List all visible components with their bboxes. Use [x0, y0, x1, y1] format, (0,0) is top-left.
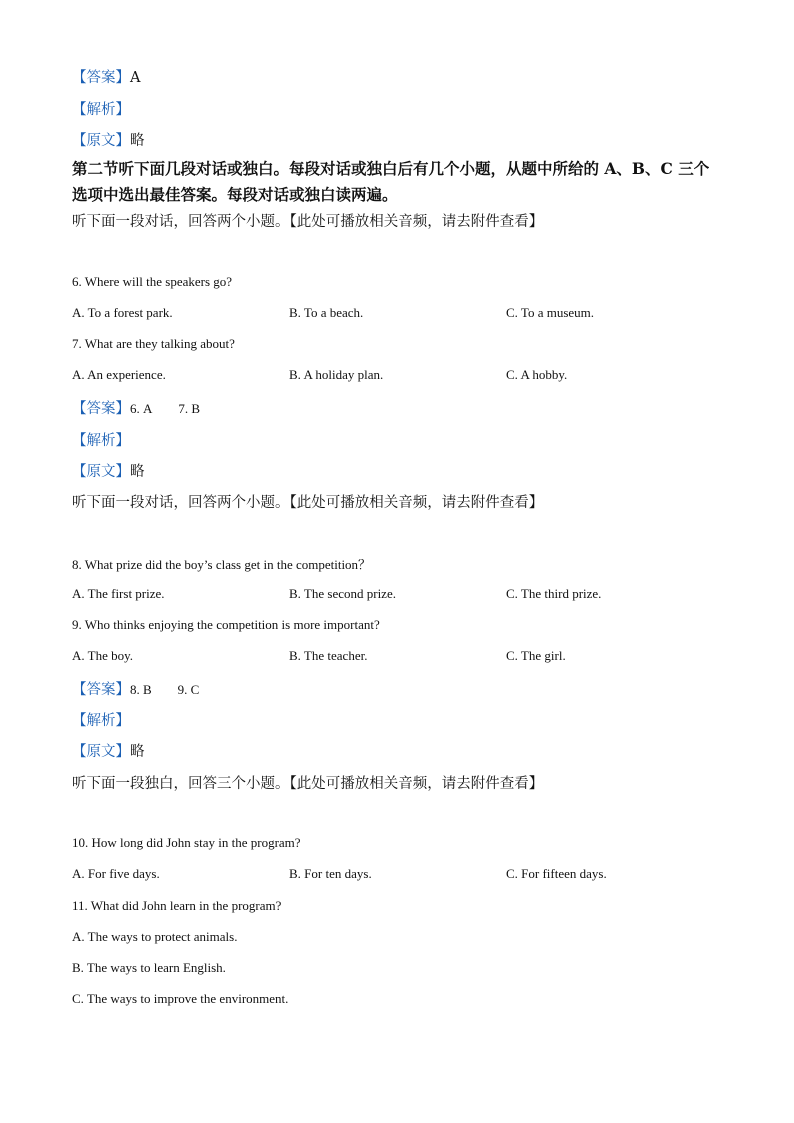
- q7-option-a: A. An experience.: [72, 367, 166, 382]
- analysis-label-3: 【解析】: [72, 713, 130, 729]
- analysis-label-1: 【解析】: [72, 102, 130, 118]
- q7-option-b: B. A holiday plan.: [289, 367, 384, 382]
- original-omitted: 略: [130, 464, 145, 480]
- listen-instruction-2: 听下面一段对话，回答两个小题。【此处可播放相关音频，请去附件查看】: [72, 495, 544, 511]
- section2-instructions-line-2: 选项中选出最佳答案。每段对话或独白读两遍。: [72, 185, 398, 204]
- answer-6: 6. A: [130, 401, 153, 416]
- q8-option-c: C. The third prize.: [506, 586, 602, 601]
- q10-option-a: A. For five days.: [72, 866, 160, 881]
- original-omitted: 略: [130, 133, 145, 149]
- q6-option-a: A. To a forest park.: [72, 305, 173, 320]
- answer-8: 8. B: [130, 682, 152, 697]
- original-line-3: [72, 740, 145, 761]
- question-9: 9. Who thinks enjoying the competition is more important?: [72, 617, 380, 632]
- q11-option-a: A. The ways to protect animals.: [72, 929, 238, 944]
- q11-option-c: C. The ways to improve the environment.: [72, 991, 289, 1006]
- answer-line-6-7: [72, 397, 200, 418]
- answer-7: 7. B: [178, 401, 201, 416]
- q7-option-c: C. A hobby.: [506, 367, 568, 382]
- question-11: 11. What did John learn in the program?: [72, 898, 282, 913]
- answer-line-1: [72, 66, 140, 87]
- answer-label: 【答案】: [72, 682, 130, 698]
- section2-instructions-line-1: 第二节听下面几段对话或独白。每段对话或独白后有几个小题，从题中所给的 A、B、C 三个: [72, 159, 710, 178]
- analysis-label-2: 【解析】: [72, 433, 130, 449]
- original-line-2: [72, 460, 145, 481]
- listen-instruction-1: 听下面一段对话，回答两个小题。【此处可播放相关音频，请去附件查看】: [72, 214, 544, 230]
- question-7: 7. What are they talking about?: [72, 336, 235, 351]
- answer-line-8-9: [72, 678, 199, 699]
- answer-9: 9. C: [177, 682, 200, 697]
- original-label: 【原文】: [72, 464, 130, 480]
- q10-option-c: C. For fifteen days.: [506, 866, 607, 881]
- q11-option-b: B. The ways to learn English.: [72, 960, 226, 975]
- question-10: 10. How long did John stay in the program?: [72, 835, 301, 850]
- original-line-1: [72, 129, 145, 150]
- original-label: 【原文】: [72, 744, 130, 760]
- answer-label: 【答案】: [72, 401, 130, 417]
- question-6: 6. Where will the speakers go?: [72, 274, 233, 289]
- q6-option-b: B. To a beach.: [289, 305, 364, 320]
- original-label: 【原文】: [72, 133, 130, 149]
- original-omitted: 略: [130, 744, 145, 760]
- q9-option-a: A. The boy.: [72, 648, 134, 663]
- answer-value: A: [130, 70, 141, 86]
- q9-option-c: C. The girl.: [506, 648, 566, 663]
- q9-option-b: B. The teacher.: [289, 648, 368, 663]
- listen-instruction-3: 听下面一段独白，回答三个小题。【此处可播放相关音频，请去附件查看】: [72, 776, 544, 792]
- q10-option-b: B. For ten days.: [289, 866, 372, 881]
- answer-label: 【答案】: [72, 70, 130, 86]
- question-8: 8. What prize did the boy’s class get in the competition？: [72, 557, 372, 572]
- q6-option-c: C. To a museum.: [506, 305, 595, 320]
- q8-option-b: B. The second prize.: [289, 586, 396, 601]
- q8-option-a: A. The first prize.: [72, 586, 165, 601]
